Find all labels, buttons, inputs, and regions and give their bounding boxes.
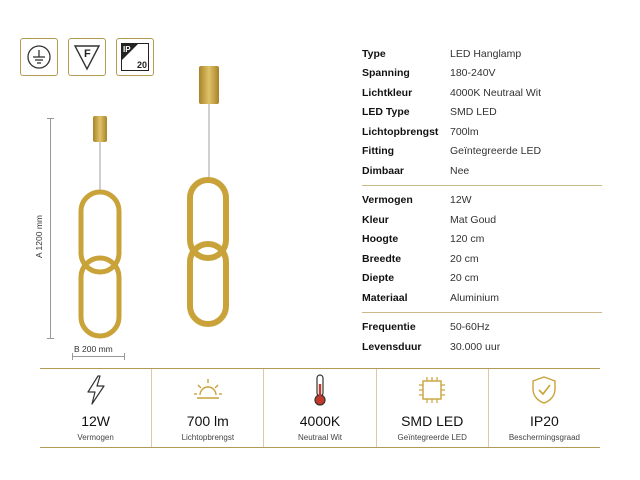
spec-value: Aluminium bbox=[450, 291, 500, 304]
canopy-main bbox=[199, 66, 219, 104]
led-chip-icon bbox=[417, 375, 447, 405]
spec-row bbox=[362, 210, 602, 230]
spec-value: 180-240V bbox=[450, 67, 496, 80]
spec-row bbox=[362, 288, 602, 308]
spec-row bbox=[362, 318, 602, 338]
lamp-illustration-small bbox=[70, 112, 140, 342]
spec-value: SMD LED bbox=[450, 106, 497, 119]
feature-value: SMD LED bbox=[401, 413, 464, 429]
spec-key: Frequentie bbox=[362, 321, 416, 334]
spec-key: Lichtkleur bbox=[362, 86, 413, 99]
width-dimension-tick-right bbox=[124, 353, 125, 360]
feature-bar bbox=[40, 368, 600, 448]
feature-color-temp bbox=[264, 369, 376, 447]
spec-row bbox=[362, 64, 602, 84]
canopy-small bbox=[93, 116, 107, 142]
spec-divider bbox=[362, 312, 602, 313]
feature-value: IP20 bbox=[530, 413, 559, 429]
spec-row bbox=[362, 83, 602, 103]
spec-group-2 bbox=[362, 191, 602, 308]
height-dimension-tick-bottom bbox=[47, 338, 54, 339]
spec-key: Spanning bbox=[362, 67, 410, 80]
spec-table bbox=[362, 44, 602, 357]
spec-key: Lichtopbrengst bbox=[362, 125, 439, 138]
feature-label: Beschermingsgraad bbox=[508, 433, 580, 442]
lightning-icon bbox=[85, 375, 107, 405]
spec-value: 700lm bbox=[450, 125, 479, 138]
spec-key: Type bbox=[362, 47, 386, 60]
feature-label: Lichtopbrengst bbox=[181, 433, 235, 442]
spec-row bbox=[362, 249, 602, 269]
spec-value: LED Hanglamp bbox=[450, 47, 522, 60]
feature-label: Neutraal Wit bbox=[298, 433, 343, 442]
spec-row bbox=[362, 337, 602, 357]
spec-row bbox=[362, 269, 602, 289]
spec-key: Diepte bbox=[362, 272, 395, 285]
spec-key: Kleur bbox=[362, 213, 389, 226]
spec-key: Vermogen bbox=[362, 194, 413, 207]
spec-key: LED Type bbox=[362, 106, 410, 119]
width-dimension-line bbox=[72, 356, 124, 357]
ground-symbol-icon bbox=[26, 44, 52, 70]
spec-value: 20 cm bbox=[450, 272, 479, 285]
spec-value: Geïntegreerde LED bbox=[450, 145, 542, 158]
feature-led-type bbox=[377, 369, 489, 447]
spec-value: Nee bbox=[450, 164, 470, 177]
spec-divider bbox=[362, 185, 602, 186]
lamp-illustration-main bbox=[178, 62, 248, 332]
height-dimension-line bbox=[50, 118, 51, 338]
spec-key: Dimbaar bbox=[362, 164, 405, 177]
spec-value: 30.000 uur bbox=[450, 340, 501, 353]
thermometer-icon bbox=[312, 374, 328, 406]
spec-row bbox=[362, 103, 602, 123]
width-dimension-tick-left bbox=[72, 353, 73, 360]
spec-key: Hoogte bbox=[362, 233, 399, 246]
width-dimension-label: B 200 mm bbox=[74, 344, 113, 354]
spec-value: 50-60Hz bbox=[450, 321, 490, 334]
sun-icon bbox=[193, 375, 223, 405]
ip-top-text: IP bbox=[123, 45, 131, 54]
spec-row bbox=[362, 191, 602, 211]
earth-class-badge bbox=[20, 38, 58, 76]
feature-power bbox=[40, 369, 152, 447]
spec-value: 120 cm bbox=[450, 233, 485, 246]
spec-value: Mat Goud bbox=[450, 213, 497, 226]
ip-bottom-text: 20 bbox=[136, 60, 147, 70]
f-mark-badge bbox=[68, 38, 106, 76]
feature-value: 12W bbox=[81, 413, 110, 429]
f-mark-letter: F bbox=[84, 48, 91, 60]
spec-key: Breedte bbox=[362, 252, 402, 265]
shield-check-icon bbox=[531, 375, 557, 405]
feature-protection bbox=[489, 369, 600, 447]
height-dimension-label: A 1200 mm bbox=[34, 215, 44, 258]
spec-row bbox=[362, 122, 602, 142]
spec-value: 12W bbox=[450, 194, 472, 207]
spec-row bbox=[362, 142, 602, 162]
feature-label: Vermogen bbox=[77, 433, 114, 442]
spec-value: 20 cm bbox=[450, 252, 479, 265]
height-dimension-tick-top bbox=[47, 118, 54, 119]
ip-rating-badge bbox=[116, 38, 154, 76]
feature-value: 700 lm bbox=[186, 413, 229, 429]
spec-key: Fitting bbox=[362, 145, 395, 158]
feature-lumen bbox=[152, 369, 264, 447]
feature-label: Geïntegreerde LED bbox=[397, 433, 467, 442]
spec-key: Materiaal bbox=[362, 291, 408, 304]
feature-value: 4000K bbox=[299, 413, 341, 429]
spec-value: 4000K Neutraal Wit bbox=[450, 86, 542, 99]
spec-row bbox=[362, 44, 602, 64]
spec-group-1 bbox=[362, 44, 602, 181]
spec-row bbox=[362, 161, 602, 181]
spec-key: Levensduur bbox=[362, 340, 422, 353]
spec-group-3 bbox=[362, 318, 602, 357]
spec-row bbox=[362, 230, 602, 250]
